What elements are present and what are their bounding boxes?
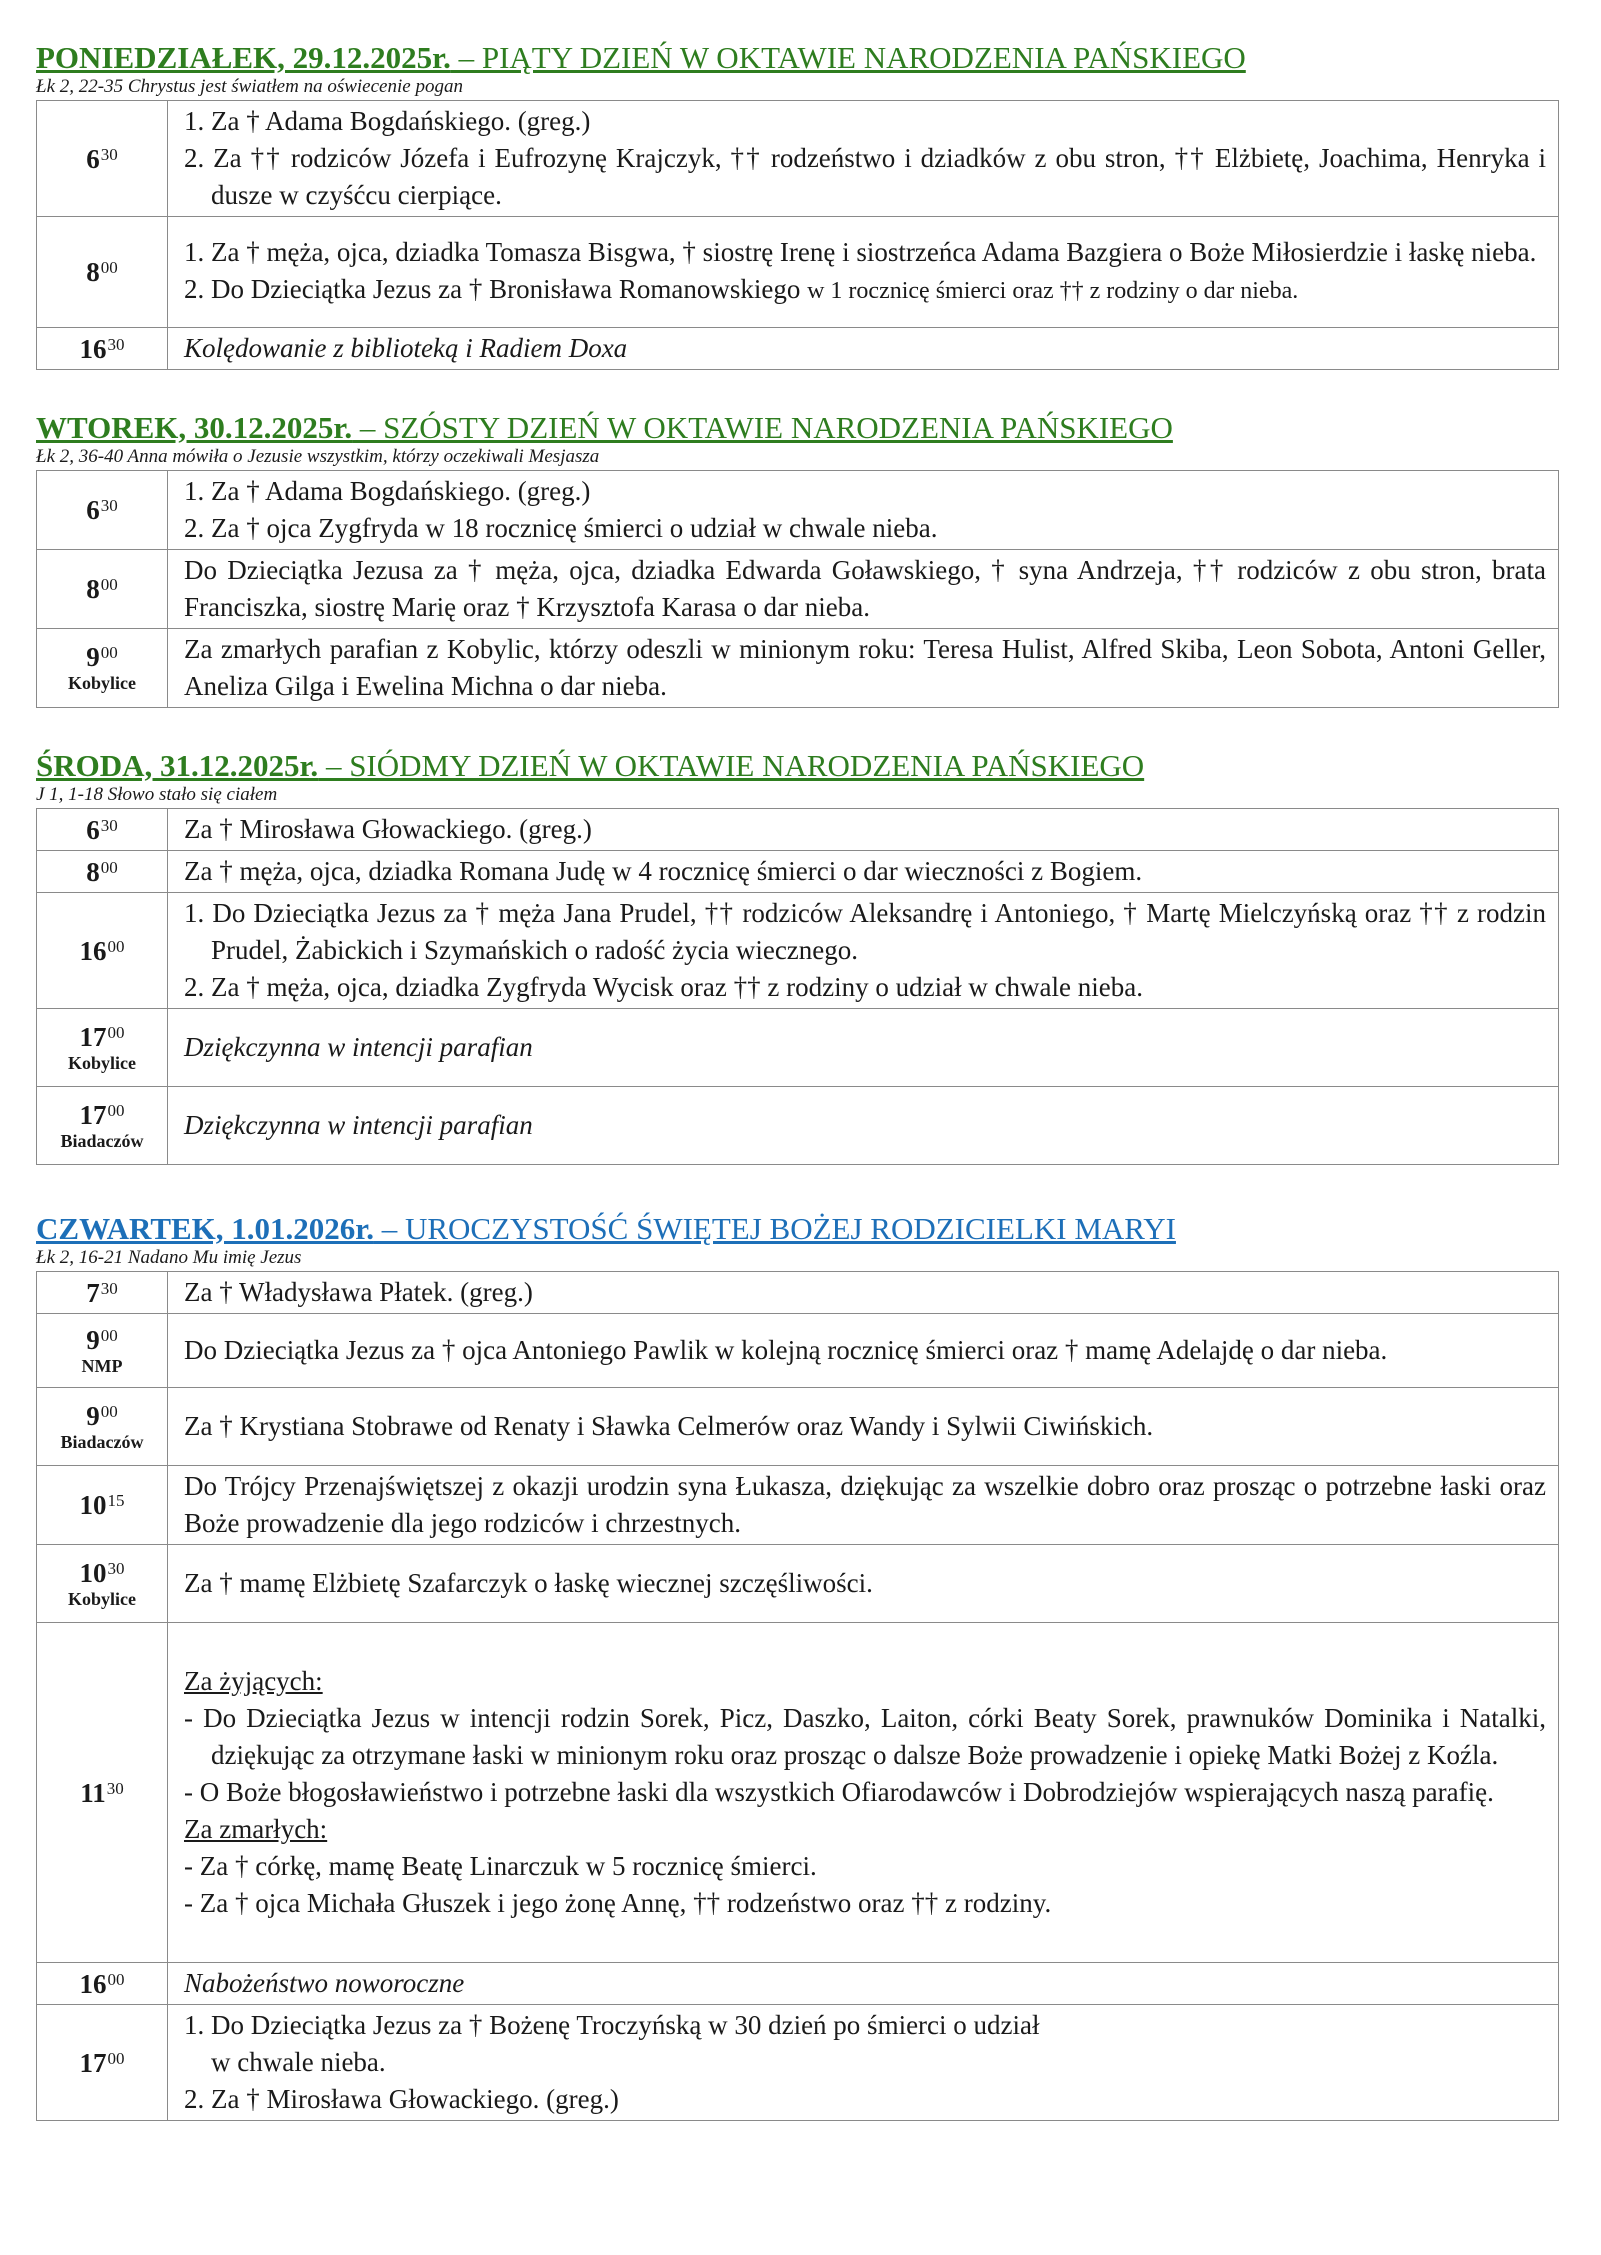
day-header [36, 748, 1559, 784]
intention: Za † Krystiana Stobrawe od Renaty i Sławka Celmerów oraz Wandy i Sylwii Ciwińskich. [184, 1411, 1154, 1441]
day-header [36, 1211, 1559, 1247]
intention: Do Trójcy Przenajświętszej z okazji urodzin syna Łukasza, dziękując za wszelkie dobro oraz prosząc o potrzebne łaski oraz Boże prowadzenie dla jego rodziców i chrzestnych. [184, 1471, 1546, 1538]
intention: 2. Za † ojca Zygfryda w 18 rocznicę śmierci o udział w chwale nieba. [184, 513, 938, 543]
mass-intentions [168, 2005, 1559, 2121]
mass-intentions [168, 1466, 1559, 1545]
mass-intentions [168, 550, 1559, 629]
mass-time: $17^{00}$ Kobylice [37, 1009, 168, 1087]
mass-row [37, 1388, 1559, 1466]
mass-intentions [168, 809, 1559, 851]
feast-title: – PIĄTY DZIEŃ W OKTAWIE NARODZENIA PAŃSKIEGO [450, 40, 1246, 75]
mass-row [37, 101, 1559, 217]
mass-row [37, 809, 1559, 851]
mass-row [37, 1466, 1559, 1545]
mass-intentions [168, 1545, 1559, 1623]
intention: 2. Za † Mirosława Głowackiego. (greg.) [184, 2084, 619, 2114]
mass-intentions [168, 851, 1559, 893]
mass-time: $16^{00}$ [37, 893, 168, 1009]
intention: 1. Do Dzieciątka Jezus za † męża Jana Prudel, †† rodziców Aleksandrę i Antoniego, † Martę Mielczyńską oraz †† z rodzin Prudel, Żabickich i Szymańskich o radość życia wiecznego. [184, 898, 1546, 965]
mass-location: Kobylice [68, 673, 136, 693]
mass-time: $6^{30}$ [37, 471, 168, 550]
gospel-reading: Łk 2, 16-21 Nadano Mu imię Jezus [36, 1247, 302, 1268]
mass-time: $8^{00}$ [37, 217, 168, 328]
intention: Za zmarłych parafian z Kobylic, którzy odeszli w minionym roku: Teresa Hulist, Alfred Skiba, Leon Sobota, Antoni Geller, Aneliza Gilga i Ewelina Michna o dar nieba. [184, 634, 1546, 701]
intention: Za † męża, ojca, dziadka Romana Judę w 4 rocznicę śmierci o dar wieczności z Bogiem. [184, 856, 1143, 886]
intention: Nabożeństwo noworoczne [184, 1968, 465, 1998]
mass-intentions [168, 1314, 1559, 1388]
intention: 2. Do Dzieciątka Jezus za † Bronisława Romanowskiego w 1 rocznicę śmierci oraz †† z rodziny o dar nieba. [184, 274, 1299, 304]
intention: Za † mamę Elżbietę Szafarczyk o łaskę wiecznej szczęśliwości. [184, 1568, 873, 1598]
day-name: ŚRODA, 31.12.2025r. [36, 748, 319, 783]
mass-time: $6^{30}$ [37, 101, 168, 217]
mass-schedule-page [36, 40, 1559, 2121]
day-header [36, 40, 1559, 76]
mass-time: $17^{00}$ Biadaczów [37, 1087, 168, 1165]
day-name: CZWARTEK, 1.01.2026r. [36, 1211, 374, 1246]
mass-table [36, 100, 1559, 370]
intention: - Za † ojca Michała Głuszek i jego żonę Annę, †† rodzeństwo oraz †† z rodziny. [184, 1888, 1052, 1918]
day-thursday [36, 1211, 1559, 2121]
mass-time: $9^{00}$ Biadaczów [37, 1388, 168, 1466]
mass-time: $16^{30}$ [37, 328, 168, 370]
day-monday [36, 40, 1559, 370]
day-header [36, 410, 1559, 446]
mass-location: Kobylice [68, 1052, 136, 1073]
intention: - Do Dzieciątka Jezus w intencji rodzin Sorek, Picz, Daszko, Laiton, córki Beaty Sorek, prawnuków Dominika i Natalki, dziękując za otrzymane łaski w minionym roku oraz prosząc o dalsze Boże prowadzenie i opiekę Matki Bożej z Koźla. [184, 1703, 1546, 1770]
mass-row [37, 1272, 1559, 1314]
mass-row [37, 1963, 1559, 2005]
intention: Dziękczynna w intencji parafian [184, 1032, 533, 1062]
intention-heading: Za zmarłych: [184, 1814, 328, 1844]
mass-intentions [168, 1623, 1559, 1963]
mass-location: Biadaczów [60, 1431, 144, 1452]
mass-intentions [168, 217, 1559, 328]
mass-intentions [168, 101, 1559, 217]
mass-time: $6^{30}$ [37, 809, 168, 851]
intention: w chwale nieba. [211, 2047, 386, 2077]
feast-title: – SIÓDMY DZIEŃ W OKTAWIE NARODZENIA PAŃSKIEGO [318, 748, 1145, 783]
mass-time: $10^{30}$ Kobylice [37, 1545, 168, 1623]
mass-location: NMP [81, 1355, 123, 1376]
mass-table [36, 808, 1559, 1165]
mass-intentions [168, 1388, 1559, 1466]
intention-heading: Za żyjących: [184, 1666, 323, 1696]
gospel-reading: Łk 2, 22-35 Chrystus jest światłem na oświecenie pogan [36, 76, 463, 97]
gospel-reading: Łk 2, 36-40 Anna mówiła o Jezusie wszystkim, którzy oczekiwali Mesjasza [36, 446, 600, 467]
intention: - O Boże błogosławieństwo i potrzebne łaski dla wszystkich Ofiarodawców i Dobrodziejów wspierających naszą parafię. [184, 1777, 1494, 1807]
mass-row [37, 217, 1559, 328]
mass-intentions [168, 1009, 1559, 1087]
intention: 1. Za † męża, ojca, dziadka Tomasza Bisgwa, † siostrę Irenę i siostrzeńca Adama Bazgiera o Boże Miłosierdzie i łaskę nieba. [184, 237, 1537, 267]
intention: 1. Do Dzieciątka Jezus za † Bożenę Troczyńską w 30 dzień po śmierci o udział [184, 2010, 1040, 2040]
mass-intentions [168, 893, 1559, 1009]
mass-row [37, 1009, 1559, 1087]
intention: 1. Za † Adama Bogdańskiego. (greg.) [184, 476, 591, 506]
day-name: WTOREK, 30.12.2025r. [36, 410, 353, 445]
mass-row [37, 1087, 1559, 1165]
mass-intentions [168, 328, 1559, 370]
mass-time: $9^{00}$ NMP [37, 1314, 168, 1388]
intention: 1. Za † Adama Bogdańskiego. (greg.) [184, 106, 591, 136]
intention: Za † Mirosława Głowackiego. (greg.) [184, 814, 592, 844]
mass-row [37, 893, 1559, 1009]
mass-time: $10^{15}$ [37, 1466, 168, 1545]
mass-row [37, 471, 1559, 550]
mass-row [37, 1545, 1559, 1623]
mass-row [37, 851, 1559, 893]
mass-time: $16^{00}$ [37, 1963, 168, 2005]
day-tuesday [36, 410, 1559, 708]
mass-table [36, 1271, 1559, 2121]
intention: Za † Władysława Płatek. (greg.) [184, 1277, 533, 1307]
mass-time: $11^{30}$ [37, 1623, 168, 1963]
mass-row [37, 328, 1559, 370]
mass-time: $8^{00}$ [37, 851, 168, 893]
mass-intentions [168, 629, 1559, 708]
day-wednesday [36, 748, 1559, 1165]
feast-title: – SZÓSTY DZIEŃ W OKTAWIE NARODZENIA PAŃSKIEGO [352, 410, 1173, 445]
day-name: PONIEDZIAŁEK, 29.12.2025r. [36, 40, 451, 75]
mass-time: $7^{30}$ [37, 1272, 168, 1314]
intention: Do Dzieciątka Jezusa za † męża, ojca, dziadka Edwarda Goławskiego, † syna Andrzeja, †† rodziców z obu stron, brata Franciszka, siostrę Marię oraz † Krzysztofa Karasa o dar nieba. [184, 555, 1546, 622]
mass-row [37, 2005, 1559, 2121]
intention: Do Dzieciątka Jezus za † ojca Antoniego Pawlik w kolejną rocznicę śmierci oraz † mamę Adelajdę o dar nieba. [184, 1335, 1388, 1365]
mass-location: Kobylice [68, 1588, 136, 1609]
mass-row [37, 629, 1559, 708]
intention: 2. Za † męża, ojca, dziadka Zygfryda Wycisk oraz †† z rodziny o udział w chwale nieba. [184, 972, 1143, 1002]
feast-title: – UROCZYSTOŚĆ ŚWIĘTEJ BOŻEJ RODZICIELKI MARYI [373, 1211, 1176, 1246]
mass-table [36, 470, 1559, 708]
mass-row [37, 1623, 1559, 1963]
mass-time: $17^{00}$ [37, 2005, 168, 2121]
mass-time: $8^{00}$ [37, 550, 168, 629]
mass-intentions [168, 1963, 1559, 2005]
mass-intentions [168, 471, 1559, 550]
mass-intentions [168, 1087, 1559, 1165]
mass-location: Biadaczów [60, 1130, 144, 1151]
mass-intentions [168, 1272, 1559, 1314]
intention: - Za † córkę, mamę Beatę Linarczuk w 5 rocznicę śmierci. [184, 1851, 817, 1881]
mass-time: $9^{00}$ Kobylice [37, 629, 168, 708]
mass-row [37, 1314, 1559, 1388]
intention: Kolędowanie z biblioteką i Radiem Doxa [184, 333, 628, 363]
gospel-reading: J 1, 1-18 Słowo stało się ciałem [36, 784, 278, 805]
mass-row [37, 550, 1559, 629]
intention: Dziękczynna w intencji parafian [184, 1110, 533, 1140]
intention: 2. Za †† rodziców Józefa i Eufrozynę Krajczyk, †† rodzeństwo i dziadków z obu stron, †† Elżbietę, Joachima, Henryka i dusze w czyśćcu cierpiące. [184, 143, 1546, 210]
